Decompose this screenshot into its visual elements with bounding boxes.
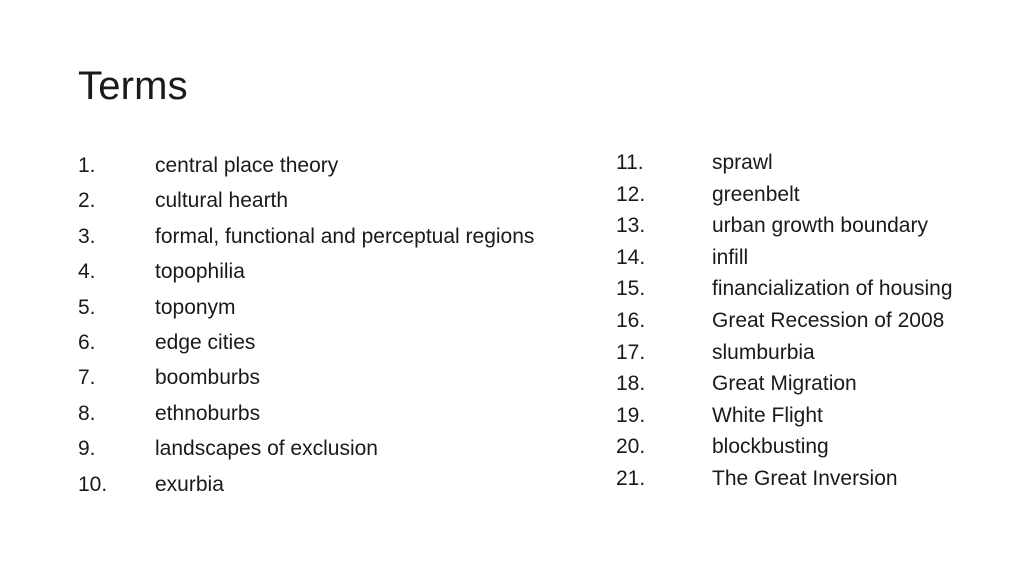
term-text: toponym xyxy=(155,295,236,319)
term-number: 15. xyxy=(616,277,646,301)
list-item xyxy=(78,467,534,502)
list-item xyxy=(616,368,953,400)
term-text: greenbelt xyxy=(712,182,800,206)
term-number: 5. xyxy=(78,295,96,319)
term-number: 13. xyxy=(616,214,646,238)
term-number: 4. xyxy=(78,260,96,284)
list-item xyxy=(78,183,534,218)
list-item xyxy=(78,360,534,395)
term-number: 20. xyxy=(616,435,646,459)
term-number: 14. xyxy=(616,245,646,269)
list-item xyxy=(78,431,534,466)
list-item xyxy=(616,337,953,369)
term-text: exurbia xyxy=(155,472,224,496)
terms-list-left xyxy=(78,148,534,502)
term-text: landscapes of exclusion xyxy=(155,437,378,461)
list-item xyxy=(616,431,953,463)
term-text: slumburbia xyxy=(712,340,815,364)
term-number: 1. xyxy=(78,154,96,177)
term-text: boomburbs xyxy=(155,366,261,390)
list-item xyxy=(616,273,953,305)
term-text: infill xyxy=(712,245,749,269)
list-item xyxy=(616,305,953,337)
term-text: ethnoburbs xyxy=(155,401,261,425)
term-number: 12. xyxy=(616,182,646,206)
term-text: central place theory xyxy=(155,154,339,177)
term-text: formal, functional and perceptual regions xyxy=(155,224,535,248)
term-text: Great Migration xyxy=(712,372,857,396)
list-item xyxy=(616,147,953,179)
term-text: The Great Inversion xyxy=(712,466,898,490)
list-item xyxy=(78,290,534,325)
term-number: 2. xyxy=(78,189,96,213)
list-item xyxy=(78,396,534,431)
term-number: 10. xyxy=(78,472,108,496)
term-text: blockbusting xyxy=(712,435,829,459)
term-number: 18. xyxy=(616,372,646,396)
list-item xyxy=(616,210,953,242)
list-item xyxy=(78,148,534,183)
slide-title: Terms xyxy=(78,64,188,108)
list-item xyxy=(78,325,534,360)
term-number: 19. xyxy=(616,403,646,427)
list-item xyxy=(616,242,953,274)
term-number: 9. xyxy=(78,437,96,461)
term-text: topophilia xyxy=(155,260,245,284)
list-item xyxy=(616,179,953,211)
term-text: White Flight xyxy=(712,403,823,427)
list-item xyxy=(78,254,534,289)
term-text: financialization of housing xyxy=(712,277,953,301)
term-text: edge cities xyxy=(155,330,256,354)
terms-list-right xyxy=(616,147,953,495)
list-item xyxy=(78,219,534,254)
term-number: 11. xyxy=(616,151,644,174)
term-number: 8. xyxy=(78,401,96,425)
term-number: 3. xyxy=(78,224,96,248)
term-text: cultural hearth xyxy=(155,189,289,213)
term-text: urban growth boundary xyxy=(712,214,928,238)
term-text: Great Recession of 2008 xyxy=(712,308,945,332)
term-text: sprawl xyxy=(712,151,773,174)
list-item xyxy=(616,400,953,432)
term-number: 21. xyxy=(616,466,646,490)
list-item xyxy=(616,463,953,495)
term-number: 16. xyxy=(616,308,646,332)
term-number: 7. xyxy=(78,366,96,390)
term-number: 6. xyxy=(78,330,96,354)
term-number: 17. xyxy=(616,340,646,364)
